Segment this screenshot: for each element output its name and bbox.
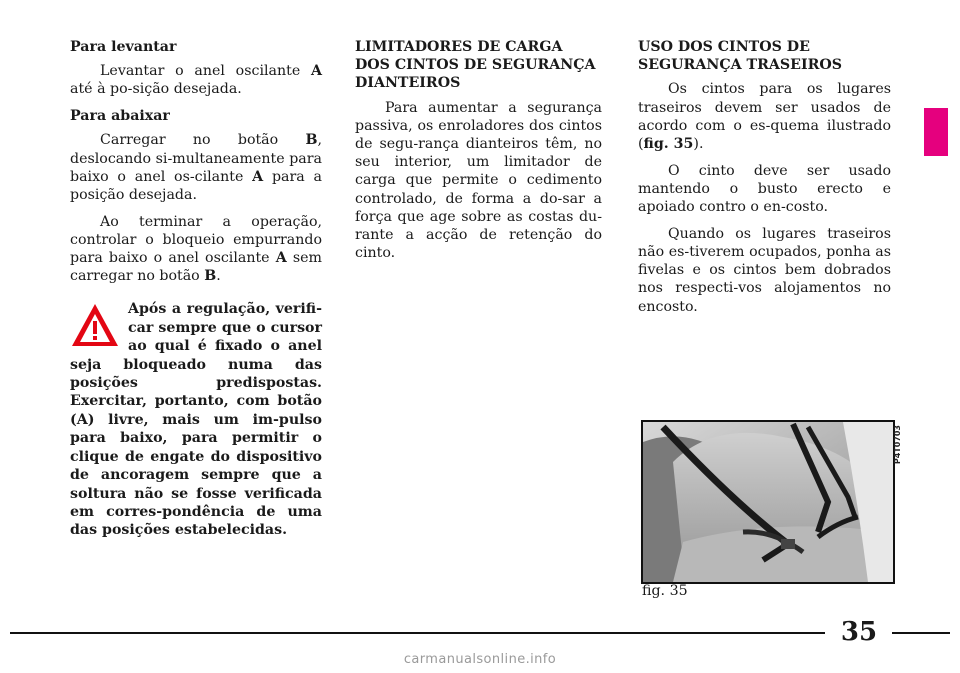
figure-code-label: P4T0703: [893, 425, 902, 465]
paragraph-rear-belts-2: O cinto deve ser usado mantendo o busto erecto e apoiado contro o en-costo.: [638, 162, 891, 216]
paragraph-raise: Levantar o anel oscilante A até à po-sição desejada.: [70, 63, 322, 98]
figure-caption: fig. 35: [642, 583, 688, 599]
watermark-text: carmanualsonline.info: [403, 652, 557, 667]
warning-text: Após a regulação, verifi-car sempre que o cursor ao qual é fixado o anel seja bloqueado numa das posições predispostas. Exercitar, portanto, com botão (A) livre, mais um im-pulso para baixo, para permitir o clique de engate do dispositivo de ancoragem sempre que a soltura não se fosse verificada em corres-pondência de uma das posições estabelecidas.: [70, 301, 322, 539]
heading-load-limiters: LIMITADORES DE CARGA DOS CINTOS DE SEGURANÇA DIANTEIROS: [355, 39, 596, 92]
page-number: 35: [840, 617, 878, 647]
warning-block: [70, 300, 322, 539]
heading-lower: Para abaixar: [70, 108, 170, 125]
footer-rule-right: [892, 632, 950, 634]
paragraph-rear-belts-3: Quando os lugares traseiros não es-tiverem ocupados, ponha as fivelas e os cintos bem dobrados nos respecti-vos alojamentos no encosto.: [638, 225, 891, 315]
paragraph-end-check: Ao terminar a operação, controlar o bloqueio empurrando para baixo o anel oscilante A sem carregar no botão B.: [70, 213, 323, 285]
column-left: [70, 38, 322, 540]
column-middle: [355, 38, 602, 271]
paragraph-rear-belts-1: Os cintos para os lugares traseiros devem ser usados de acordo com o es-quema ilustrado (fig. 35).: [638, 81, 891, 153]
footer-rule-left: [10, 632, 825, 634]
heading-rear-belts: USO DOS CINTOS DE SEGURANÇA TRASEIROS: [638, 39, 843, 74]
paragraph-lower: Carregar no botão B, deslocando si-multaneamente para baixo o anel os-cilante A para a posição desejada.: [70, 132, 322, 203]
rear-seat-belts-photo: [641, 420, 895, 584]
section-tab-marker: [924, 108, 948, 156]
paragraph-load-limiters: Para aumentar a segurança passiva, os enroladores dos cintos de segu-rança dianteiros têm, no seu interior, um limitador de carga que permite o cedimento controlado, de forma a do-sar a força que age sobre as costas du-rante a acção de retenção do cinto.: [355, 99, 602, 262]
warning-triangle-icon: [70, 302, 120, 348]
column-right: [638, 38, 891, 324]
heading-raise: Para levantar: [70, 39, 177, 55]
